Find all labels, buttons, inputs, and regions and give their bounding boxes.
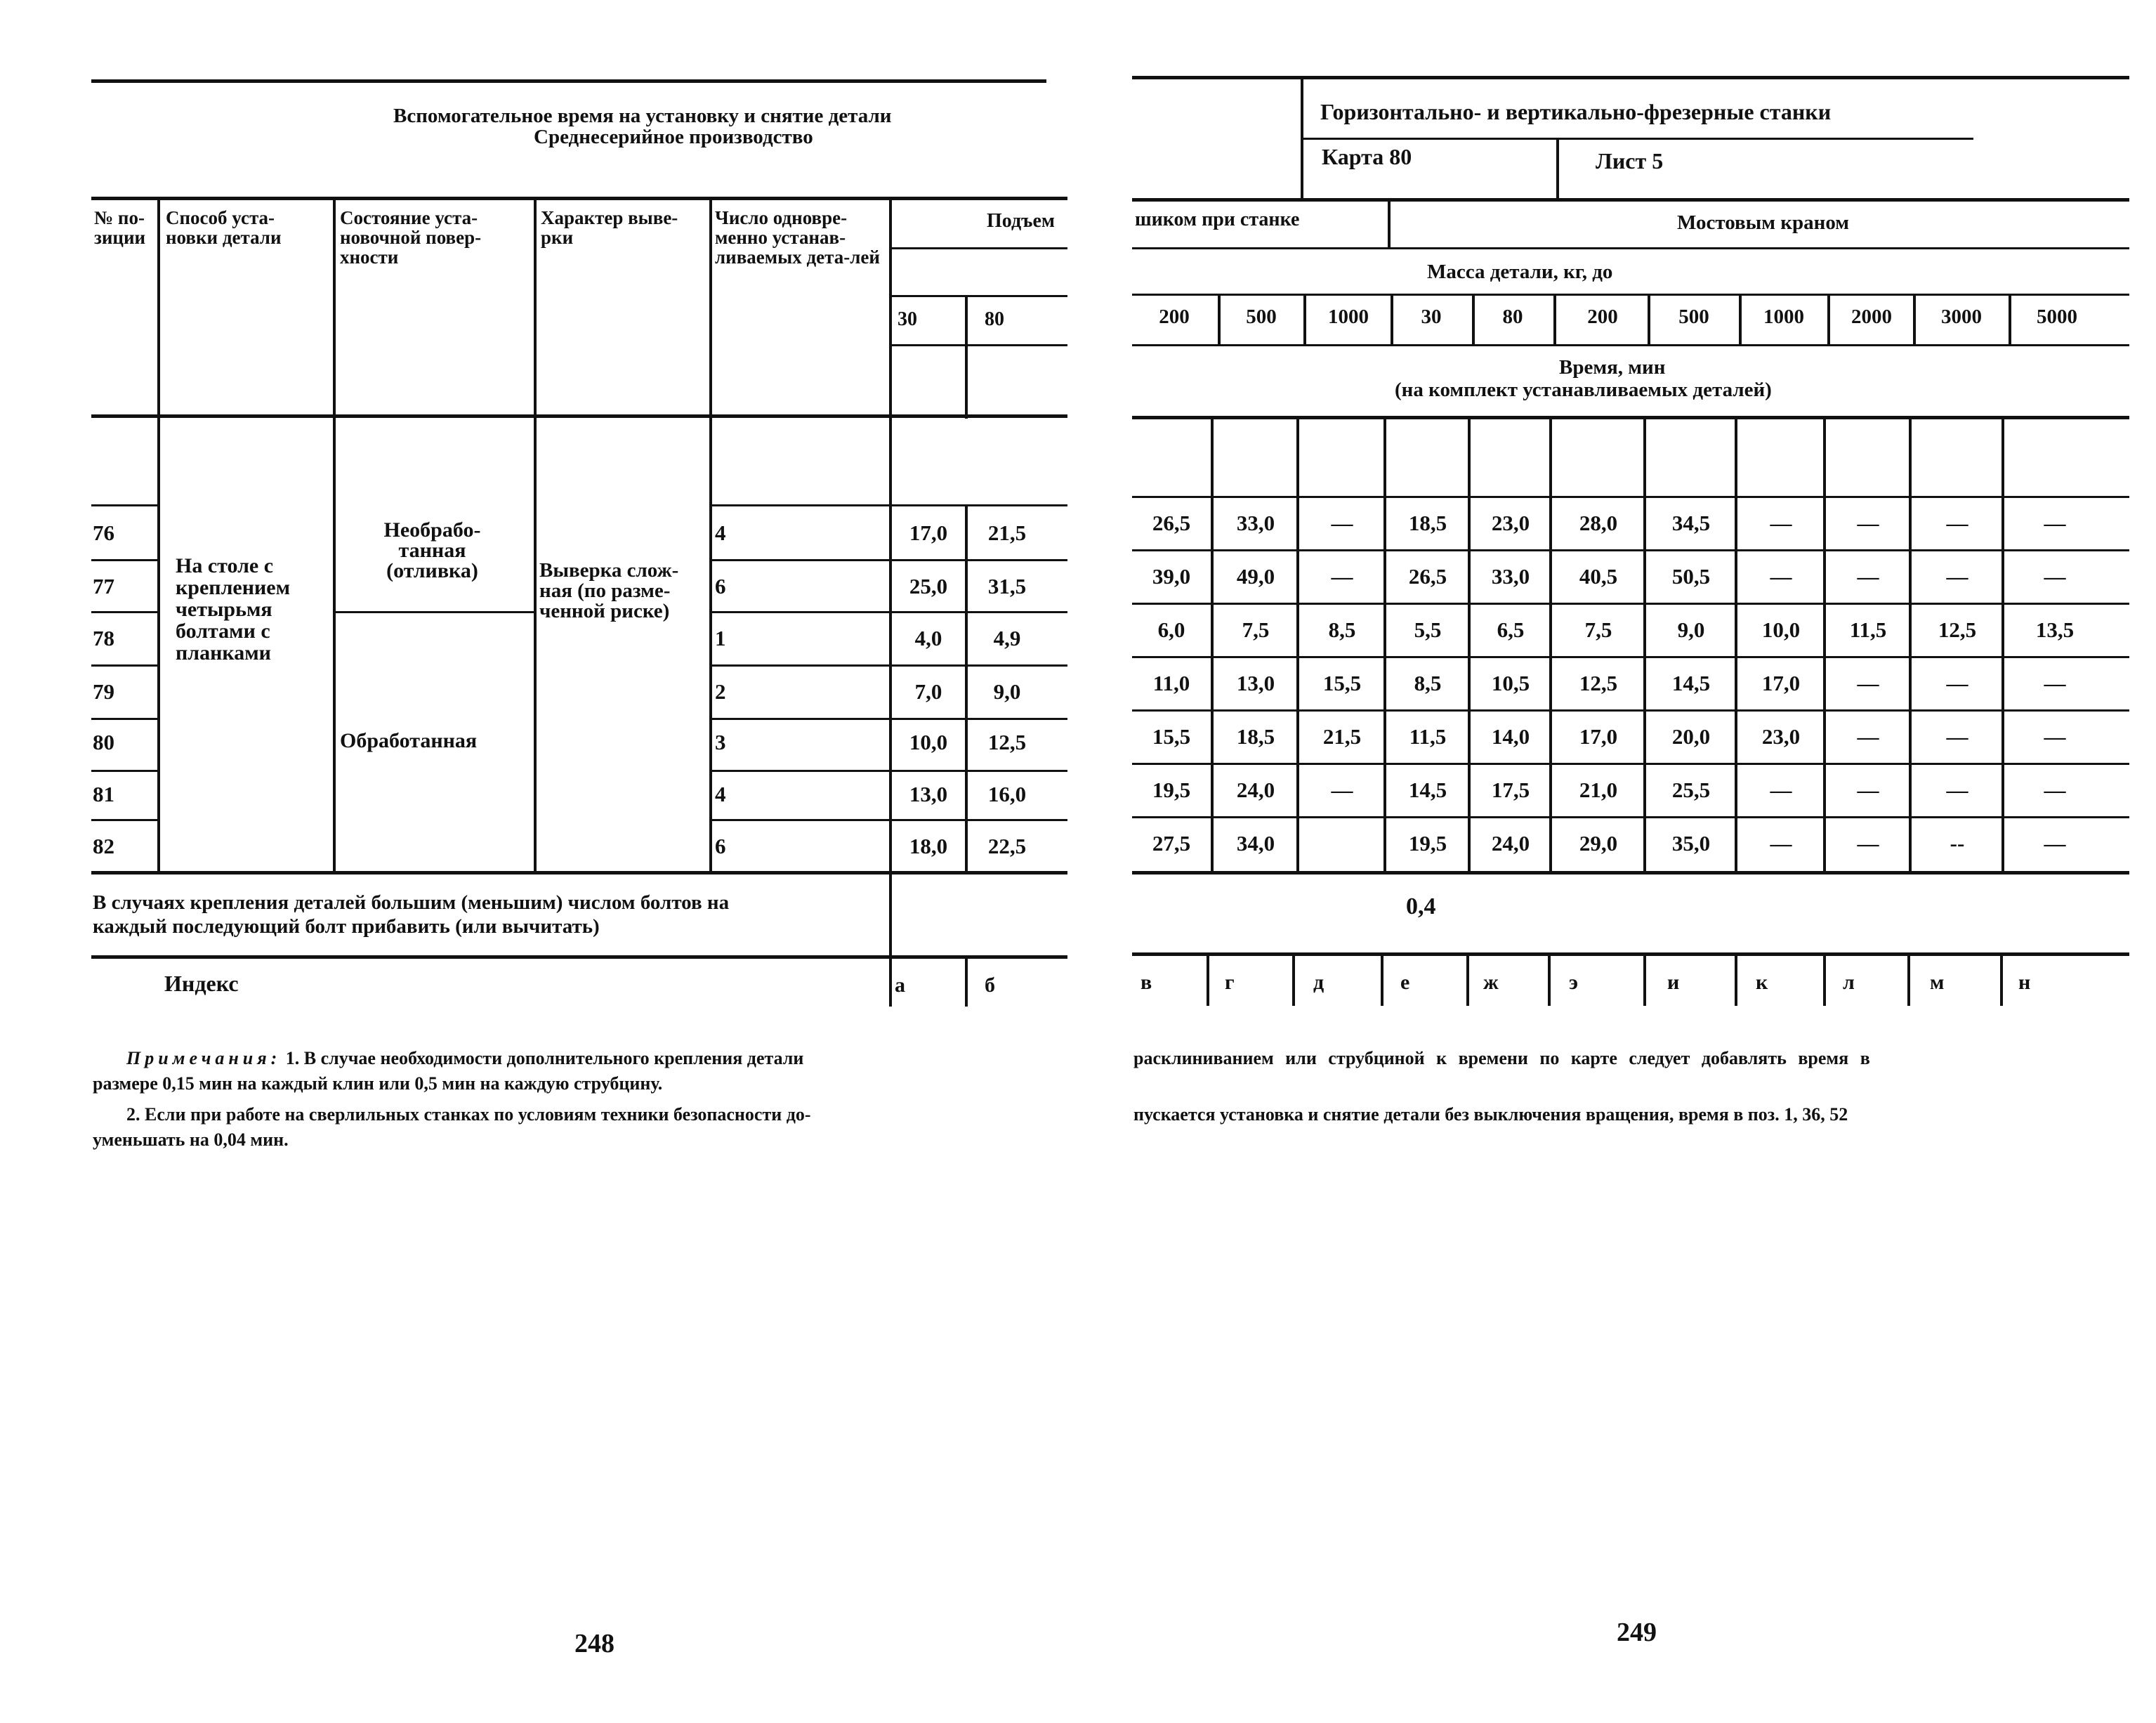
- mass-col-500: 500: [1246, 306, 1277, 328]
- row-rule: [1132, 709, 2129, 712]
- table-cell: 11,5: [1409, 724, 1447, 749]
- col-divider: [965, 955, 968, 1007]
- index-letter: е: [1400, 971, 1410, 994]
- table-cell: 21,5: [1322, 724, 1362, 749]
- row-rule: [1132, 656, 2129, 658]
- col-divider: [1207, 955, 1209, 1006]
- left-page-number: 248: [574, 1629, 614, 1658]
- table-cell: 14,5: [1408, 778, 1447, 802]
- notes-label: Примечания:: [126, 1048, 282, 1068]
- col-divider: [1391, 294, 1393, 344]
- row-rule: [91, 611, 157, 613]
- index-letter: э: [1569, 971, 1578, 994]
- table-cell: 34,0: [1236, 831, 1275, 856]
- col-divider: [333, 199, 336, 873]
- table-cell: 18,5: [1408, 511, 1447, 535]
- table-cell: 26,5: [1152, 511, 1191, 535]
- col-divider: [1468, 417, 1471, 872]
- table-cell: 11,5: [1849, 617, 1887, 642]
- col-divider: [1548, 955, 1551, 1006]
- table-cell: 29,0: [1579, 831, 1618, 856]
- col-divider: [1549, 417, 1552, 872]
- table-cell: 17,0: [1579, 724, 1618, 749]
- table-cell: 6,0: [1157, 617, 1185, 642]
- mass-label: Масса детали, кг, до: [1427, 261, 1613, 283]
- table-cell: —: [1857, 671, 1879, 695]
- table-cell: 34,5: [1671, 511, 1711, 535]
- row-80-position: 80: [93, 730, 114, 754]
- table-cell: 8,5: [1328, 617, 1356, 642]
- col-divider: [157, 199, 160, 873]
- table-cell: —: [1770, 564, 1792, 589]
- table-cell: —: [2044, 511, 2066, 535]
- mass-col-200b: 200: [1587, 306, 1618, 328]
- index-label: Индекс: [164, 971, 239, 996]
- table-cell: 18,5: [1236, 724, 1275, 749]
- table-cell: —: [1857, 564, 1879, 589]
- col-divider: [1827, 294, 1830, 344]
- table-cell: 50,5: [1671, 564, 1711, 589]
- table-cell: 10,0: [1761, 617, 1801, 642]
- table-cell: —: [1770, 511, 1792, 535]
- table-cell: 12,5: [1938, 617, 1977, 642]
- header-count: Число одновре-менно устанав-ливаемых дета-лей: [715, 207, 880, 268]
- bolts-note-line1: В случаях крепления деталей большим (меньшим) числом болтов на: [93, 891, 730, 914]
- table-cell: 20,0: [1671, 724, 1711, 749]
- rule: [1132, 294, 2129, 296]
- table-cell: —: [2044, 671, 2066, 695]
- bolt-adjustment-value: 0,4: [1406, 893, 1436, 919]
- rule: [1132, 247, 2129, 249]
- row-76-w80: 21,5: [987, 520, 1027, 545]
- rule: [91, 197, 1067, 200]
- row-rule: [91, 664, 157, 667]
- table-cell: —: [1770, 778, 1792, 802]
- mass-col-30: 30: [1421, 306, 1442, 328]
- bolts-note-line2: каждый последующий болт прибавить (или вычитать): [93, 915, 600, 938]
- col-divider: [1381, 955, 1383, 1006]
- row-76-position: 76: [93, 520, 114, 545]
- rule: [1132, 198, 2129, 202]
- table-cell: —: [1946, 564, 1968, 589]
- mass-col-5000: 5000: [2037, 306, 2077, 328]
- row-81-count: 4: [715, 782, 726, 806]
- table-cell: 13,0: [1236, 671, 1275, 695]
- table-cell: —: [2044, 724, 2066, 749]
- mass-col-500b: 500: [1678, 306, 1709, 328]
- row-78-w30: 4,0: [914, 626, 942, 650]
- row-rule: [91, 770, 157, 772]
- col-divider: [1218, 294, 1221, 344]
- table-cell: —: [1857, 831, 1879, 856]
- card-number: Карта 80: [1322, 144, 1412, 169]
- row-rule: [91, 718, 157, 720]
- table-cell: 17,0: [1761, 671, 1801, 695]
- left-title-line1: Вспомогательное время на установку и снятие детали: [393, 105, 892, 127]
- col-divider: [1913, 294, 1916, 344]
- right-notes-line2: пускается установка и снятие детали без выключения вращения, время в поз. 1, 36, 52: [1133, 1104, 1848, 1125]
- row-81-w80: 16,0: [987, 782, 1027, 806]
- left-notes-line3: 2. Если при работе на сверлильных станках по условиям техники безопасности до-: [126, 1104, 811, 1125]
- index-b: б: [985, 974, 995, 997]
- table-cell: 24,0: [1491, 831, 1530, 856]
- notes-text: 1. В случае необходимости дополнительного крепления детали: [281, 1048, 804, 1068]
- row-rule: [1132, 763, 2129, 765]
- table-cell: 15,5: [1152, 724, 1191, 749]
- row-79-w30: 7,0: [914, 679, 942, 704]
- row-79-count: 2: [715, 679, 726, 704]
- group-hoist: шиком при станке: [1135, 209, 1300, 230]
- table-cell: 19,5: [1152, 778, 1191, 802]
- rule: [892, 295, 1067, 297]
- row-rule: [1132, 496, 2129, 498]
- row-rule: [333, 611, 534, 613]
- table-cell: 7,5: [1584, 617, 1612, 642]
- table-cell: 14,5: [1671, 671, 1711, 695]
- row-80-w80: 12,5: [987, 730, 1027, 754]
- col-divider: [889, 199, 892, 1007]
- rule: [1132, 416, 2129, 419]
- mass-col-1000: 1000: [1328, 306, 1369, 328]
- table-cell: 11,0: [1152, 671, 1190, 695]
- row-81-position: 81: [93, 782, 114, 806]
- header-weight-80: 80: [985, 308, 1004, 330]
- table-cell: 33,0: [1236, 511, 1275, 535]
- table-cell: 7,5: [1242, 617, 1270, 642]
- index-letter: л: [1843, 971, 1855, 994]
- header-surface: Состояние уста-новочной повер-хности: [340, 207, 482, 268]
- table-cell: —: [2044, 831, 2066, 856]
- rule: [91, 871, 1067, 874]
- col-divider: [2001, 417, 2004, 872]
- table-cell: 8,5: [1414, 671, 1442, 695]
- row-82-w80: 22,5: [987, 834, 1027, 858]
- row-82-position: 82: [93, 834, 114, 858]
- header-lift: Подъем: [987, 210, 1055, 232]
- table-cell: 6,5: [1497, 617, 1525, 642]
- header-alignment: Характер выве-рки: [541, 207, 678, 248]
- left-notes-line2: размере 0,15 мин на каждый клин или 0,5 мин на каждую струбцину.: [93, 1073, 663, 1094]
- index-letter: и: [1667, 971, 1680, 994]
- col-divider: [1472, 294, 1475, 344]
- index-letter: н: [2018, 971, 2031, 994]
- row-76-count: 4: [715, 520, 726, 545]
- table-cell: 35,0: [1671, 831, 1711, 856]
- row-78-w80: 4,9: [993, 626, 1021, 650]
- rule: [892, 344, 1067, 346]
- right-page-number: 249: [1617, 1618, 1657, 1647]
- group-crane: Мостовым краном: [1677, 211, 1850, 234]
- row-rule: [91, 819, 157, 821]
- col-divider: [1292, 955, 1295, 1006]
- col-divider: [1388, 199, 1391, 247]
- row-77-position: 77: [93, 574, 114, 598]
- table-cell: 12,5: [1579, 671, 1618, 695]
- time-label: Время, мин: [1559, 356, 1666, 379]
- table-cell: —: [1857, 778, 1879, 802]
- col-divider: [534, 199, 537, 873]
- index-a: а: [895, 974, 905, 997]
- row-rule: [709, 770, 1067, 772]
- table-cell: —: [2044, 564, 2066, 589]
- row-78-count: 1: [715, 626, 726, 650]
- table-cell: 28,0: [1579, 511, 1618, 535]
- table-cell: 26,5: [1408, 564, 1447, 589]
- row-rule: [91, 559, 157, 561]
- row-78-position: 78: [93, 626, 114, 650]
- row-77-w80: 31,5: [987, 574, 1027, 598]
- row-79-w80: 9,0: [993, 679, 1021, 704]
- col-divider: [2009, 294, 2011, 344]
- col-divider: [1909, 417, 1912, 872]
- col-divider: [1556, 139, 1559, 198]
- col-divider: [1823, 955, 1826, 1006]
- table-cell: 17,5: [1491, 778, 1530, 802]
- index-letter: к: [1756, 971, 1768, 994]
- table-cell: 9,0: [1677, 617, 1705, 642]
- surface-raw: Необрабо-танная (отливка): [383, 518, 481, 582]
- mass-col-1000b: 1000: [1763, 306, 1804, 328]
- col-divider: [1296, 417, 1299, 872]
- col-divider: [2000, 955, 2003, 1006]
- rule: [1132, 871, 2129, 874]
- col-divider: [1735, 417, 1737, 872]
- row-80-count: 3: [715, 730, 726, 754]
- col-divider: [709, 199, 712, 873]
- col-divider: [1739, 294, 1742, 344]
- col-divider: [1643, 955, 1646, 1006]
- table-cell: --: [1950, 831, 1965, 856]
- row-82-w30: 18,0: [909, 834, 948, 858]
- table-cell: 5,5: [1414, 617, 1442, 642]
- mass-col-2000: 2000: [1851, 306, 1892, 328]
- row-rule: [1132, 549, 2129, 551]
- rule: [91, 955, 1067, 959]
- row-82-count: 6: [715, 834, 726, 858]
- table-cell: 27,5: [1152, 831, 1191, 856]
- table-cell: —: [1331, 511, 1353, 535]
- rule: [1132, 344, 2129, 346]
- left-notes-line1: [126, 1047, 803, 1070]
- header-method: Способ уста-новки детали: [166, 207, 282, 248]
- rule: [1132, 952, 2129, 956]
- machine-title: Горизонтально- и вертикально-фрезерные станки: [1320, 99, 1832, 124]
- index-letter: д: [1313, 971, 1325, 994]
- table-cell: —: [1331, 778, 1353, 802]
- table-cell: 40,5: [1579, 564, 1618, 589]
- table-cell: 15,5: [1322, 671, 1362, 695]
- table-cell: 33,0: [1491, 564, 1530, 589]
- col-divider: [1383, 417, 1386, 872]
- table-cell: 25,5: [1671, 778, 1711, 802]
- surface-machined: Обработанная: [340, 729, 478, 752]
- mass-col-80: 80: [1502, 306, 1523, 328]
- row-rule: [709, 504, 1067, 506]
- index-letter: г: [1225, 971, 1235, 994]
- table-cell: —: [1946, 511, 1968, 535]
- table-cell: —: [1331, 564, 1353, 589]
- mass-col-3000: 3000: [1941, 306, 1982, 328]
- row-rule: [1132, 603, 2129, 605]
- mass-col-200: 200: [1159, 306, 1190, 328]
- table-cell: —: [1857, 724, 1879, 749]
- table-cell: 14,0: [1491, 724, 1530, 749]
- rule: [1132, 76, 2129, 79]
- row-76-w30: 17,0: [909, 520, 948, 545]
- alignment-text: Выверка слож-ная (по разме-ченной риске): [539, 559, 679, 622]
- col-divider: [1211, 417, 1214, 872]
- table-cell: —: [1770, 831, 1792, 856]
- table-cell: 19,5: [1408, 831, 1447, 856]
- row-rule: [709, 559, 1067, 561]
- col-divider: [1466, 955, 1469, 1006]
- row-rule: [709, 718, 1067, 720]
- table-cell: —: [1946, 778, 1968, 802]
- left-title-line2: Среднесерийное производство: [534, 126, 813, 148]
- table-cell: —: [1946, 724, 1968, 749]
- col-divider: [1907, 955, 1910, 1006]
- col-divider: [1553, 294, 1556, 344]
- col-divider: [1643, 417, 1646, 872]
- table-cell: —: [2044, 778, 2066, 802]
- table-cell: 23,0: [1761, 724, 1801, 749]
- table-cell: —: [1857, 511, 1879, 535]
- rule: [1303, 138, 1973, 140]
- index-letter: в: [1141, 971, 1152, 994]
- col-divider: [1303, 294, 1306, 344]
- row-80-w30: 10,0: [909, 730, 948, 754]
- table-cell: 21,0: [1579, 778, 1618, 802]
- col-divider: [1735, 955, 1737, 1006]
- table-cell: 49,0: [1236, 564, 1275, 589]
- row-rule: [1132, 816, 2129, 818]
- row-rule: [709, 611, 1067, 613]
- rule: [91, 79, 1046, 83]
- index-letter: ж: [1483, 971, 1499, 994]
- right-notes-line1: расклиниванием или струбциной к времени по карте следует добавлять время в: [1133, 1048, 1870, 1068]
- table-cell: 24,0: [1236, 778, 1275, 802]
- col-divider: [1648, 294, 1650, 344]
- row-79-position: 79: [93, 679, 114, 704]
- left-notes-line4: уменьшать на 0,04 мин.: [93, 1129, 289, 1150]
- row-81-w30: 13,0: [909, 782, 948, 806]
- table-cell: 13,5: [2035, 617, 2075, 642]
- row-77-w30: 25,0: [909, 574, 948, 598]
- rule: [892, 247, 1067, 249]
- time-sublabel: (на комплект устанавливаемых деталей): [1395, 379, 1772, 401]
- row-77-count: 6: [715, 574, 726, 598]
- col-divider: [1823, 417, 1826, 872]
- sheet-number: Лист 5: [1596, 148, 1664, 173]
- col-divider: [965, 295, 968, 419]
- method-text: На столе с креплением четырьмя болтами с планками: [176, 554, 291, 664]
- header-weight-30: 30: [898, 308, 917, 330]
- table-cell: 23,0: [1491, 511, 1530, 535]
- header-position: № по-зиции: [94, 207, 146, 248]
- row-rule: [91, 504, 157, 506]
- table-cell: 10,5: [1491, 671, 1530, 695]
- row-rule: [709, 664, 1067, 667]
- row-rule: [709, 819, 1067, 821]
- index-letter: м: [1930, 971, 1945, 994]
- table-cell: —: [1946, 671, 1968, 695]
- rule: [91, 414, 1067, 418]
- table-cell: 39,0: [1152, 564, 1191, 589]
